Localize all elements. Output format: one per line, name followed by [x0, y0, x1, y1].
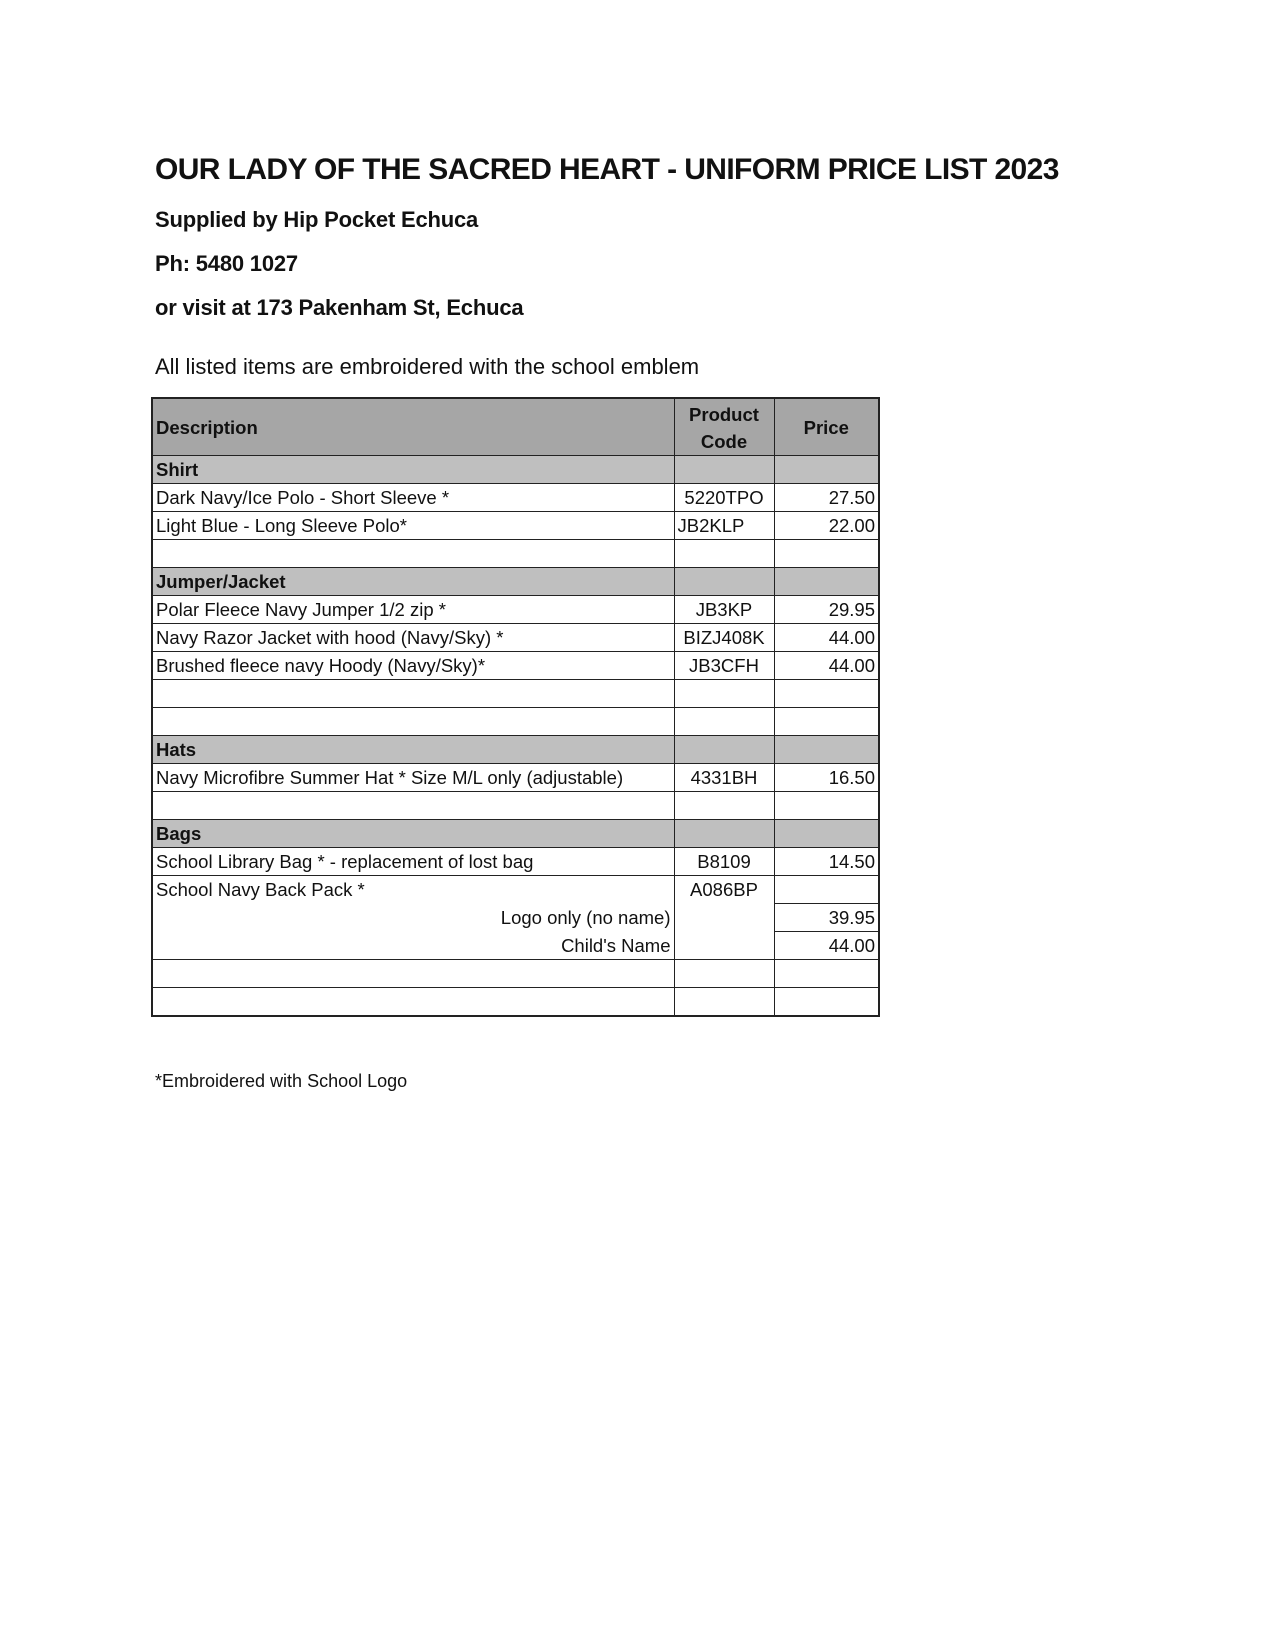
option-price: 44.00 [774, 932, 879, 960]
item-description: Brushed fleece navy Hoody (Navy/Sky)* [152, 652, 674, 680]
uniform-price-table [151, 397, 880, 1017]
item-description: Light Blue - Long Sleeve Polo* [152, 512, 674, 540]
section-row-jumper-jacket [152, 568, 879, 596]
item-price: 29.95 [774, 596, 879, 624]
item-description: School Navy Back Pack * [152, 876, 674, 904]
item-price: 44.00 [774, 652, 879, 680]
item-price: 16.50 [774, 764, 879, 792]
item-code: JB2KLP [674, 512, 774, 540]
item-code: 4331BH [674, 764, 774, 792]
page-title: OUR LADY OF THE SACRED HEART - UNIFORM PRICE LIST 2023 [155, 153, 1059, 186]
table-row [152, 596, 879, 624]
item-code: B8109 [674, 848, 774, 876]
item-price-empty [774, 876, 879, 904]
item-description: School Library Bag * - replacement of lost bag [152, 848, 674, 876]
column-header-price: Price [774, 398, 879, 456]
empty-row [152, 792, 879, 820]
table-row [152, 484, 879, 512]
table-row [152, 624, 879, 652]
empty-row [152, 960, 879, 988]
footnote: *Embroidered with School Logo [155, 1071, 408, 1091]
item-description: Navy Razor Jacket with hood (Navy/Sky) * [152, 624, 674, 652]
empty-row [152, 540, 879, 568]
item-description: Polar Fleece Navy Jumper 1/2 zip * [152, 596, 674, 624]
item-code: A086BP [674, 876, 774, 904]
option-price: 39.95 [774, 904, 879, 932]
table-header-row [152, 398, 879, 456]
item-code: BIZJ408K [674, 624, 774, 652]
column-header-code-line1: Product [689, 404, 759, 425]
intro-note: All listed items are embroidered with the school emblem [155, 354, 700, 379]
table-row [152, 512, 879, 540]
table-row-backpack-option [152, 904, 879, 932]
item-price: 22.00 [774, 512, 879, 540]
column-header-product-code [674, 398, 774, 456]
table-row-backpack-option [152, 932, 879, 960]
item-price: 14.50 [774, 848, 879, 876]
item-description: Dark Navy/Ice Polo - Short Sleeve * [152, 484, 674, 512]
address-line: or visit at 173 Pakenham St, Echuca [155, 295, 524, 320]
section-label: Jumper/Jacket [152, 568, 674, 596]
item-price: 44.00 [774, 624, 879, 652]
section-label: Bags [152, 820, 674, 848]
supplier-line: Supplied by Hip Pocket Echuca [155, 207, 479, 232]
option-label: Child's Name [152, 932, 674, 960]
empty-row [152, 988, 879, 1017]
section-label: Shirt [152, 456, 674, 484]
item-price: 27.50 [774, 484, 879, 512]
empty-row [152, 708, 879, 736]
table-row [152, 652, 879, 680]
item-code: 5220TPO [674, 484, 774, 512]
column-header-code-line2: Code [700, 431, 748, 452]
option-label: Logo only (no name) [152, 904, 674, 932]
table-row-backpack [152, 876, 879, 904]
item-description: Navy Microfibre Summer Hat * Size M/L only (adjustable) [152, 764, 674, 792]
phone-line: Ph: 5480 1027 [155, 251, 298, 276]
empty-row [152, 680, 879, 708]
column-header-description: Description [152, 398, 674, 456]
section-row-hats [152, 736, 879, 764]
section-row-bags [152, 820, 879, 848]
section-row-shirt [152, 456, 879, 484]
item-code: JB3CFH [674, 652, 774, 680]
item-code: JB3KP [674, 596, 774, 624]
table-row [152, 848, 879, 876]
table-row [152, 764, 879, 792]
section-label: Hats [152, 736, 674, 764]
